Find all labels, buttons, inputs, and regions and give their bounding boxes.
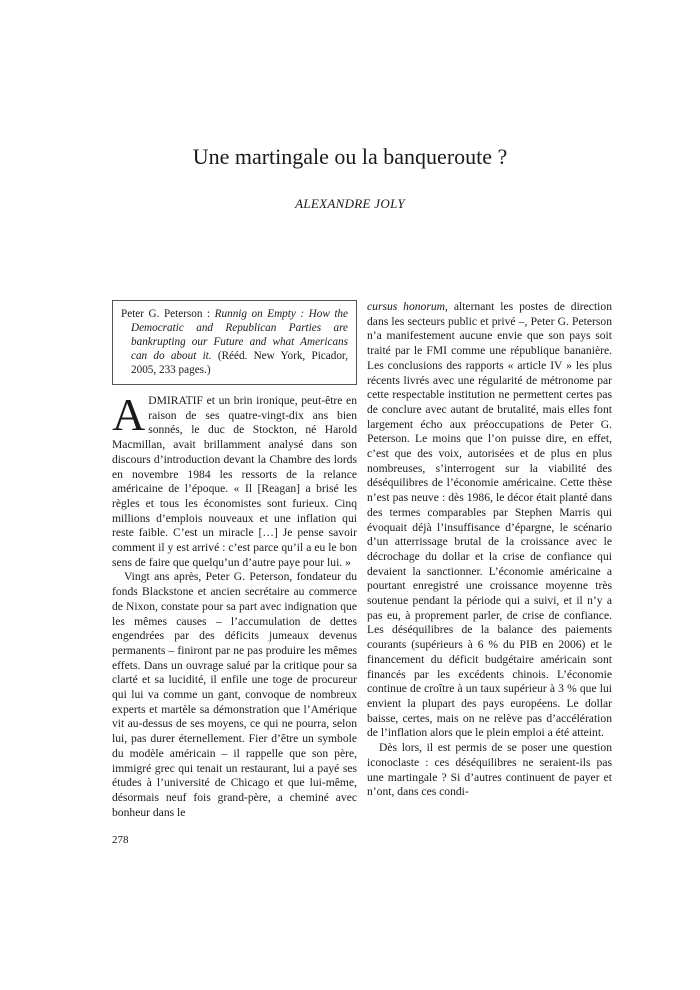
- reviewed-book-title: Runnig on Empty : How the Democratic and Republican Parties are bankrupting our Future and what Americans can do about it.: [131, 308, 348, 362]
- drop-cap: A: [112, 389, 146, 440]
- text-column-left: [112, 300, 357, 820]
- small-caps-lead: DMIRATIF: [148, 394, 203, 407]
- paragraph-intro: [112, 389, 357, 570]
- paragraph-2-text: Vingt ans après, Peter G. Peterson, fondateur du fonds Blackstone et ancien secrétaire au commerce de Nixon, constate pour sa part avec indignation que les mêmes causes – l’accumulation de dettes engendrées par des déficits jumeaux devenus permanents – finiront par ne pas produire les mêmes effets. Dans un ouvrage salué par la critique pour sa clarté et sa lucidité, il enfile une toge de procureur qui lui va comme un gant, convoque de nombreux experts et martèle sa démonstration que l’Amérique vit au-dessus de ses moyens, ce qui ne pourra, selon lui, pas durer éternellement. Fier d’être un symbole du modèle américain – il rappelle que son père, immigré grec qui tenait un restaurant, lui a payé ses études à l’université de Chicago et que lui-même, désormais neuf fois grand-père, a cheminé avec bonheur dans le: [112, 570, 357, 819]
- article-author: ALEXANDRE JOLY: [295, 196, 405, 211]
- reviewed-book-details: (Rééd. New York, Picador, 2005, 233 pages.): [131, 350, 348, 376]
- paragraph-2-continued: [367, 300, 612, 741]
- paragraph-3: Dès lors, il est permis de se poser une question iconoclaste : ces déséquilibres ne seraient-ils pas une martingale ? Si d’autres continuent de payer et n’ont, dans ces condi-: [367, 741, 612, 799]
- page-number: 278: [112, 834, 129, 846]
- paragraph-1-text: et un brin ironique, peut-être en raison de ses quatre-vingt-dix ans bien sonnés, le duc de Stockton, né Harold Macmillan, avait brillamment analysé dans son discours d’introduction devant la Chambre des lords en novembre 1984 les ressorts de la relance américaine de l’époque. « Il [Reagan] a brisé les règles et tous les économistes sont furieux. Cinq millions d’emplois nouveaux et une inflation qui reste faible. C’est un miracle […] Je pense savoir comment il y est arrivé : c’est parce qu’il a eu le bon sens de faire que quelqu’un d’autre paye pour lui. »: [112, 394, 357, 569]
- reviewed-book-author: Peter G. Peterson :: [121, 308, 215, 320]
- paragraph-2-continued-text: , alternant les postes de direction dans les secteurs public et privé –, Peter G. Peterson n’a manifestement aucune envie que son pays soit traité par le FMI comme une république bananière. Les conclusions des rapports « article IV » les plus récents livrés avec une régularité de métronome par cette respectable institution ne permettent certes pas de conclure avec autant de brutalité, mais elles font largement écho aux préoccupations de Peter G. Peterson. Le moins que l’on puisse dire, en effet, c’est que des voix, autorisées et de plus en plus nombreuses, s’interrogent sur la viabilité des déséquilibres de l’économie américaine. Cette thèse n’est pas neuve : dès 1986, le décor était planté dans des termes comparables par Stephen Marris qui évoquait déjà l’insuffisance d’épargne, le scénario d’un atterrissage brutal de la croissance avec le décrochage du dollar et la crise de confiance qui devaient la sanctionner. L’économie américaine a pourtant enregistré une croissance moyenne très soutenue pendant la période qui a suivi, et il n’y a pas eu, à proprement parler, de crise de confiance. Les déséquilibres de la balance des paiements courants (supérieurs à 6 % du PIB en 2006) et le financement du déficit budgétaire américain sont financés par les excédents chinois. L’économie continue de croître à un taux supérieur à 3 % que lui envient la plupart des pays européens. Le dollar baisse, certes, mais on ne relève pas d’accélération de l’inflation alors que le plein emploi a été atteint.: [367, 300, 612, 740]
- latin-phrase: cursus honorum: [367, 300, 446, 313]
- article-title: Une martingale ou la banqueroute ?: [192, 144, 508, 169]
- text-column-right: [367, 300, 612, 800]
- paragraph-2: [112, 570, 357, 820]
- reviewed-book-box: [112, 300, 357, 385]
